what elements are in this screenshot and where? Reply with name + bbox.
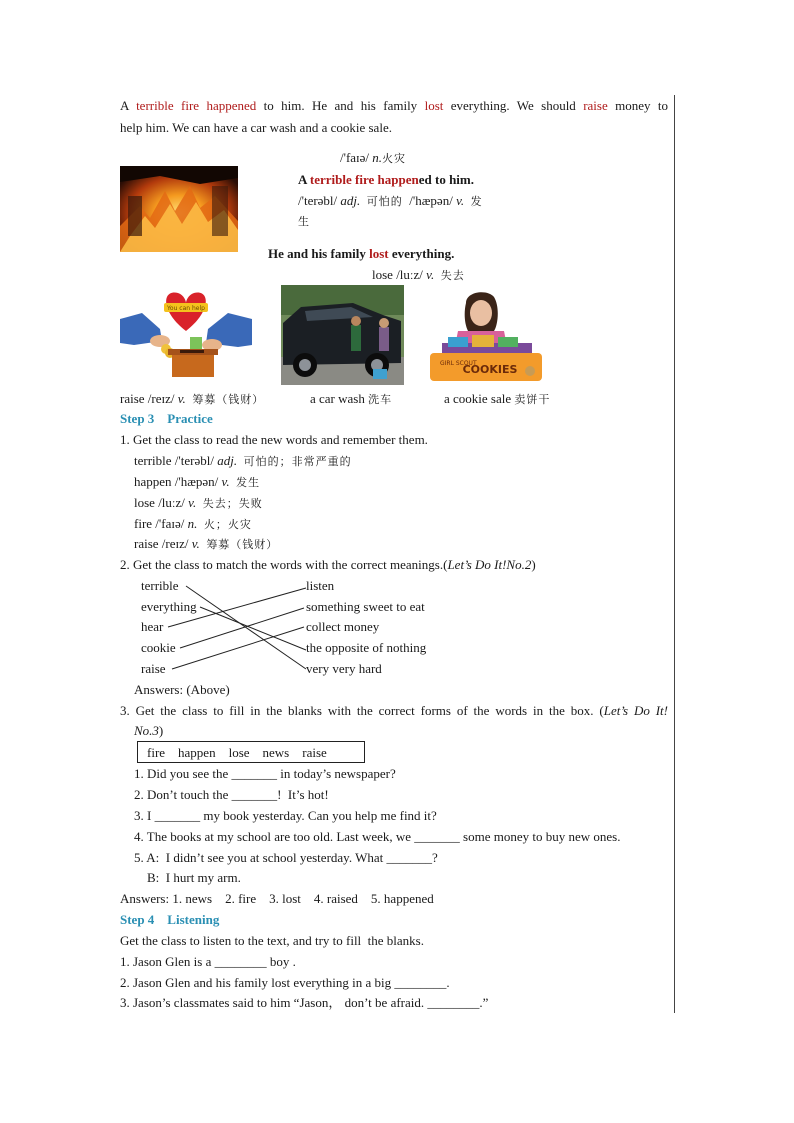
- vocab-happen-wrap: 生: [298, 215, 310, 228]
- fill-sentence-1: 1. Did you see the _______ in today’s newspaper?: [134, 766, 396, 781]
- fill-sentence-4: 4. The books at my school are too old. Last week, we _______ some money to buy new ones.: [134, 829, 621, 844]
- step4-item-2: 2. Jason Glen and his family lost everything in a big ________.: [120, 975, 450, 990]
- step3-item3-line2: No.3): [134, 723, 164, 738]
- heart-label: You can help: [167, 305, 205, 312]
- match-left-terrible: terrible: [141, 578, 179, 593]
- step4-heading: Step 4 Listening: [120, 912, 220, 927]
- step3-item1: 1. Get the class to read the new words and remember them.: [120, 432, 428, 447]
- match-right-sweet: something sweet to eat: [306, 599, 425, 614]
- match-left-everything: everything: [141, 599, 197, 614]
- match-right-listen: listen: [306, 578, 335, 593]
- fill-sentence-5: 5. A: I didn’t see you at school yesterday. What _______?: [134, 850, 438, 865]
- match-left-raise: raise: [141, 661, 166, 676]
- match-line-terrible: [186, 586, 306, 669]
- match-right-opposite: the opposite of nothing: [306, 640, 427, 655]
- vocab-terrible-happen: /'terəbl/ adj. 可怕的 /'hæpən/ v. 发: [298, 193, 483, 208]
- match-left-cookie: cookie: [141, 640, 176, 655]
- step3-answers: Answers: 1. news 2. fire 3. lost 4. raised 5. happened: [120, 891, 434, 906]
- fill-sentence-3: 3. I _______ my book yesterday. Can you help me find it?: [134, 808, 437, 823]
- girl-scout-label: GIRL SCOUT: [440, 360, 477, 367]
- caption-car-wash: a car wash 洗车: [310, 391, 393, 406]
- match-left-hear: hear: [141, 619, 164, 634]
- step3-heading: Step 3 Practice: [120, 411, 213, 426]
- match-right-collect: collect money: [306, 619, 380, 634]
- intro-line-1: A terrible fire happened to him. He and his family lost everything. We should raise money to: [120, 98, 669, 113]
- step3-item3-line1: 3. Get the class to fill in the blanks with the correct forms of the words in the box. (Let’s Do It!: [120, 703, 668, 718]
- word-fire: fire /'faɪə/ n. 火；火灾: [134, 516, 252, 531]
- vocab-fire: /'faɪə/ n.火灾: [340, 150, 407, 165]
- step3-item2: 2. Get the class to match the words with the correct meanings.(Let’s Do It!No.2): [120, 557, 536, 572]
- word-raise: raise /reɪz/ v. 筹募（钱财）: [134, 536, 279, 551]
- caption-raise: raise /reɪz/ v. 筹募（钱财）: [120, 391, 265, 406]
- word-happen: happen /'hæpən/ v. 发生: [134, 474, 261, 489]
- step4-intro: Get the class to listen to the text, and try to fill the blanks.: [120, 933, 424, 948]
- answers-above: Answers: (Above): [134, 682, 230, 697]
- word-lose: lose /luːz/ v. 失去；失败: [134, 495, 263, 510]
- vocab-lose: lose /luːz/ v. 失去: [372, 267, 465, 282]
- fill-sentence-2: 2. Don’t touch the _______! It’s hot!: [134, 787, 329, 802]
- fill-sentence-5b: B: I hurt my arm.: [147, 870, 241, 885]
- step4-item-3: 3. Jason’s classmates said to him “Jason， don’t be afraid. ________.”: [120, 995, 489, 1010]
- sentence-lost-everything: He and his family lost everything.: [268, 246, 455, 261]
- match-right-hard: very very hard: [306, 661, 382, 676]
- cookies-label: COOKIES: [462, 363, 518, 376]
- sentence-terrible-fire: A terrible fire happened to him.: [298, 172, 474, 187]
- step4-item-1: 1. Jason Glen is a ________ boy .: [120, 954, 296, 969]
- intro-line-2: help him. We can have a car wash and a cookie sale.: [120, 120, 392, 135]
- match-line-raise: [172, 627, 304, 669]
- caption-cookie-sale: a cookie sale 卖饼干: [444, 391, 551, 406]
- word-terrible: terrible /'terəbl/ adj. 可怕的；非常严重的: [134, 453, 352, 468]
- word-box-words: fire happen lose news raise: [147, 745, 327, 760]
